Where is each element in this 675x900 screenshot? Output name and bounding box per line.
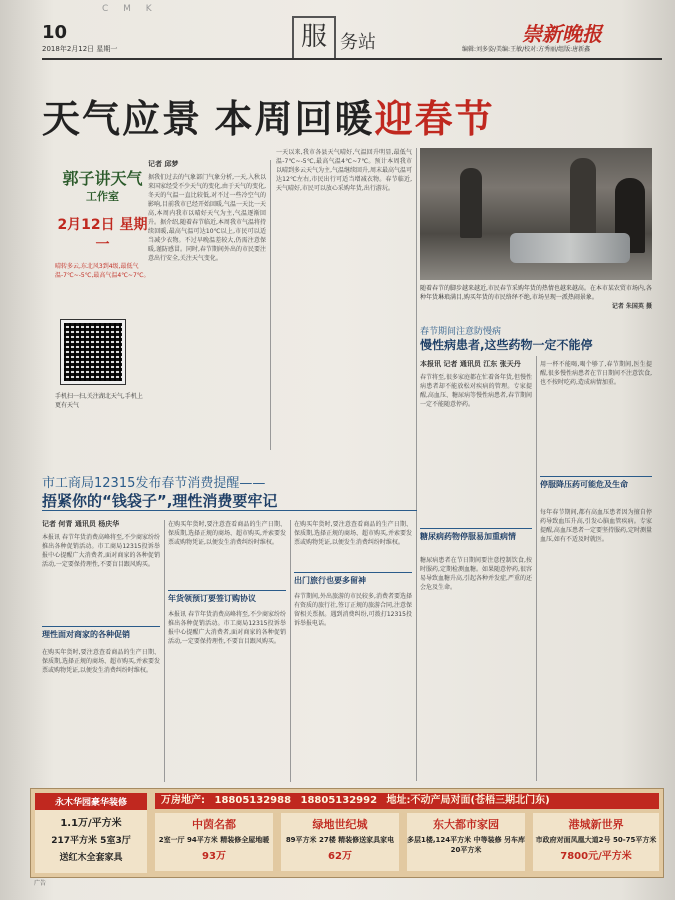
consumer-col-1b bbox=[42, 648, 160, 780]
consumer-col-2 bbox=[168, 520, 286, 585]
column-divider bbox=[290, 520, 291, 782]
ad-label: 广告 bbox=[34, 880, 47, 887]
consumer-section-heading-3: 出门旅行也要多留神 bbox=[294, 572, 412, 586]
ad-left-title: 永木华园豪华装修 bbox=[35, 793, 147, 810]
ad-left-line: 1.1万/平方米 bbox=[60, 818, 122, 829]
ad-left-line: 送红木全套家具 bbox=[59, 853, 123, 863]
weather-brand: 郭子讲天气 bbox=[62, 169, 143, 188]
consumer-col-1 bbox=[42, 520, 160, 620]
article-main-col-2 bbox=[276, 148, 412, 453]
header-rule bbox=[42, 58, 662, 60]
sub-article-byline: 本报讯 记者 通讯员 江东 张天丹 bbox=[420, 360, 521, 368]
real-estate-ad bbox=[30, 788, 664, 878]
sub-article-kicker: 春节期间注意防慢病 bbox=[420, 327, 502, 337]
listing-name: 中茵名都 bbox=[192, 818, 236, 831]
photo-caption-text: 随着春节的脚步越来越近,市民春节采购年货的热情也越来越高。在本市某农贸市场内,各种年货琳琅满目,购买年货的市民络绎不绝,市场呈现一派热闹景象。 bbox=[420, 285, 652, 301]
sub-section-heading-2: 停服降压药可能危及生命 bbox=[540, 476, 652, 490]
section-title-char: 服 bbox=[292, 16, 336, 60]
headline-part-1: 天气应景 本周回暖 bbox=[42, 99, 375, 141]
ad-listing bbox=[407, 813, 525, 871]
listing-price: 62万 bbox=[328, 851, 352, 862]
listing-desc: 多层1楼,124平方米 中等装修 另车库20平方米 bbox=[407, 836, 526, 854]
column-divider bbox=[416, 148, 417, 781]
consumer-body-2: 在购买年货时,要注意查看商品的生产日期、保质期,选择正规的商场、超市购买,并索要发票或购物凭证,以便发生消费纠纷时维权。 bbox=[42, 649, 160, 674]
sub-section-body-1 bbox=[420, 556, 532, 781]
consumer-col-3b bbox=[294, 592, 412, 780]
ad-banner bbox=[155, 793, 659, 809]
consumer-article-title: 捂紧你的“钱袋子”,理性消费要牢记 bbox=[42, 492, 278, 510]
ad-phone: 18805132988 bbox=[214, 795, 292, 806]
ad-listing bbox=[155, 813, 273, 871]
ad-left-line: 217平方米 5室3厅 bbox=[51, 836, 131, 846]
sub-section-heading-1: 糖尿病药物停服易加重病情 bbox=[420, 528, 532, 542]
photo-person bbox=[460, 168, 482, 238]
column-divider bbox=[164, 520, 165, 782]
weather-date: 2月12日 星期一 bbox=[57, 217, 148, 253]
photo-credit: 记者 朱国英 摄 bbox=[611, 303, 652, 310]
sub-article-col-1 bbox=[420, 360, 532, 530]
listing-desc: 2室一厅 94平方米 精装修全屋地暖 bbox=[158, 836, 270, 844]
consumer-section-heading-1: 理性面对商家的各种促销 bbox=[42, 626, 160, 640]
sub-section-body-2 bbox=[540, 508, 652, 780]
sub-article-col-2 bbox=[540, 360, 652, 470]
ad-listing bbox=[533, 813, 659, 871]
listing-name: 港城新世界 bbox=[568, 818, 624, 831]
consumer-body-1: 本报讯 春节年货消费高峰将至,不少商家纷纷推出各种促销活动。市工商局12315投诉举报中心提醒广大消费者,面对商家的各种促销活动,一定要保持理性,不要盲目跟风购买。 bbox=[42, 534, 160, 568]
issue-date: 2018年2月12日 星期一 bbox=[42, 45, 118, 53]
listing-desc: 89平方米 27楼 精装修送家具家电 bbox=[285, 836, 395, 844]
photo-fish-stall bbox=[510, 233, 630, 263]
qr-code bbox=[61, 320, 125, 384]
listing-desc: 市政府对面凤凰大道2号 50-75平方米 bbox=[535, 836, 657, 844]
listing-name: 东大都市家园 bbox=[433, 818, 499, 831]
section-title bbox=[292, 16, 410, 56]
page-number: 10 bbox=[42, 22, 68, 43]
sub-article-body: 春节将至,很多家庭都在忙着备年货,但慢性病患者却不能放松对疾病的管理。专家提醒,高血压、糖尿病等慢性病患者,春节期间一定不能随意停药。 bbox=[420, 374, 532, 408]
sub-article-body-right: 用一杯不能喝,喝个够了,春节期间,医生提醒,很多慢性病患者在节日期间不注意饮食,也不按时吃药,造成病情加重。 bbox=[540, 361, 652, 386]
sub-article-title: 慢性病患者,这些药物一定不能停 bbox=[420, 338, 593, 352]
consumer-body-3a: 在购买年货时,要注意查看商品的生产日期、保质期,选择正规的商场、超市购买,并索要发票或购物凭证,以便发生消费纠纷时维权。 bbox=[294, 521, 412, 546]
page-header bbox=[42, 0, 662, 60]
ad-company: 万房地产: bbox=[161, 795, 205, 806]
ad-address: 地址:不动产局对面(苍梧三期北门东) bbox=[386, 795, 550, 806]
article-body-2: 一天以来,我市各县天气晴好,气温回升明显,最低气温-7℃~-5℃,最高气温4℃~7℃。预计本周我市以晴到多云天气为主,气温继续回升,周末最高气温可达12℃左右,市民出行可适当增减衣物。春节临近,天气晴好,市民可以放心采购年货,出行游玩。 bbox=[276, 149, 412, 192]
sub-section-body-2-text: 每年春节期间,都有高血压患者因为擅自停药导致血压升高,引发心脑血管疾病。专家提醒,高血压患者一定要坚持服药,定时测量血压,如有不适及时就医。 bbox=[540, 509, 652, 543]
consumer-body-3: 本报讯 春节年货消费高峰将至,不少商家纷纷推出各种促销活动。市工商局12315投诉举报中心提醒广大消费者,面对商家的各种促销活动,一定要保持理性,不要盲目跟风购买。 bbox=[168, 611, 286, 645]
weather-brand-sub: 工作室 bbox=[86, 190, 119, 203]
weather-box bbox=[55, 170, 150, 460]
weather-forecast: 晴转多云,东北风3到4级,最低气温-7℃~-5℃,最高气温4℃~7℃。 bbox=[55, 263, 150, 279]
headline-part-2: 迎春节 bbox=[374, 99, 495, 141]
consumer-body-2b: 在购买年货时,要注意查看商品的生产日期、保质期,选择正规的商场、超市购买,并索要发票或购物凭证,以便发生消费纠纷时维权。 bbox=[168, 521, 286, 546]
sub-section-body-1-text: 糖尿病患者在节日期间要注意控制饮食,按时服药,定期检测血糖。如果随意停药,很容易导致血糖升高,引起各种并发症,严重的还会危及生命。 bbox=[420, 557, 532, 591]
consumer-body-3b: 春节期间,外出旅游的市民较多,消费者要选择有资质的旅行社,签订正规的旅游合同,注意保留相关票据。遇到消费纠纷,可拨打12315投诉举报电话。 bbox=[294, 593, 412, 627]
weather-footer: 手机扫一扫,关注湖北天气,手机上更有天气 bbox=[55, 393, 143, 409]
main-headline bbox=[42, 88, 602, 143]
ad-listing bbox=[281, 813, 399, 871]
column-divider bbox=[270, 160, 271, 450]
listing-name: 绿地世纪城 bbox=[312, 818, 368, 831]
ad-phone: 18805132992 bbox=[300, 795, 378, 806]
print-marks: C M K bbox=[102, 4, 158, 14]
ad-left-panel bbox=[35, 793, 147, 873]
article-main-col-1 bbox=[148, 160, 266, 450]
consumer-byline: 记者 何青 通讯员 杨庆华 bbox=[42, 520, 120, 528]
market-photo bbox=[420, 148, 652, 280]
consumer-col-2b bbox=[168, 610, 286, 780]
consumer-article-kicker: 市工商局12315发布春节消费提醒—— bbox=[42, 476, 266, 491]
column-divider bbox=[536, 356, 537, 781]
consumer-article-rule bbox=[42, 510, 417, 511]
consumer-col-3 bbox=[294, 520, 412, 568]
listing-price: 93万 bbox=[202, 851, 226, 862]
masthead-logo: 崇新晚报 bbox=[522, 22, 602, 46]
article-byline: 记者 邱梦 bbox=[148, 160, 179, 168]
editor-credits: 编辑:刘多姿/美编:王敏/校对:方秀丽/组版:唐新鑫 bbox=[462, 46, 591, 53]
consumer-section-heading-2: 年货领预订要签订购协议 bbox=[168, 590, 286, 604]
section-title-rest: 务站 bbox=[340, 32, 376, 53]
photo-person bbox=[570, 158, 596, 238]
photo-caption bbox=[420, 284, 652, 311]
listing-price: 7800元/平方米 bbox=[560, 851, 632, 862]
article-body: 据我们过去的气象部门气象分析,一天,入秋以来国家经受不少天气的变化,由于天气的变化,冬天的气温一直比较低,对不过一些冷空气的影响,目前我市已经开始回暖,气温一天比一天高,本周内我市以晴好天气为主,气温逐渐回升。据介绍,随着春节临近,本周我市气温将持续回暖,最高气温可达10℃以上,市民可以适当减少衣物。不过早晚温差较大,仍需注意保暖,谨防感冒。同时,春节期间外出的市民要注意出行安全,关注天气变化。 bbox=[148, 174, 266, 262]
